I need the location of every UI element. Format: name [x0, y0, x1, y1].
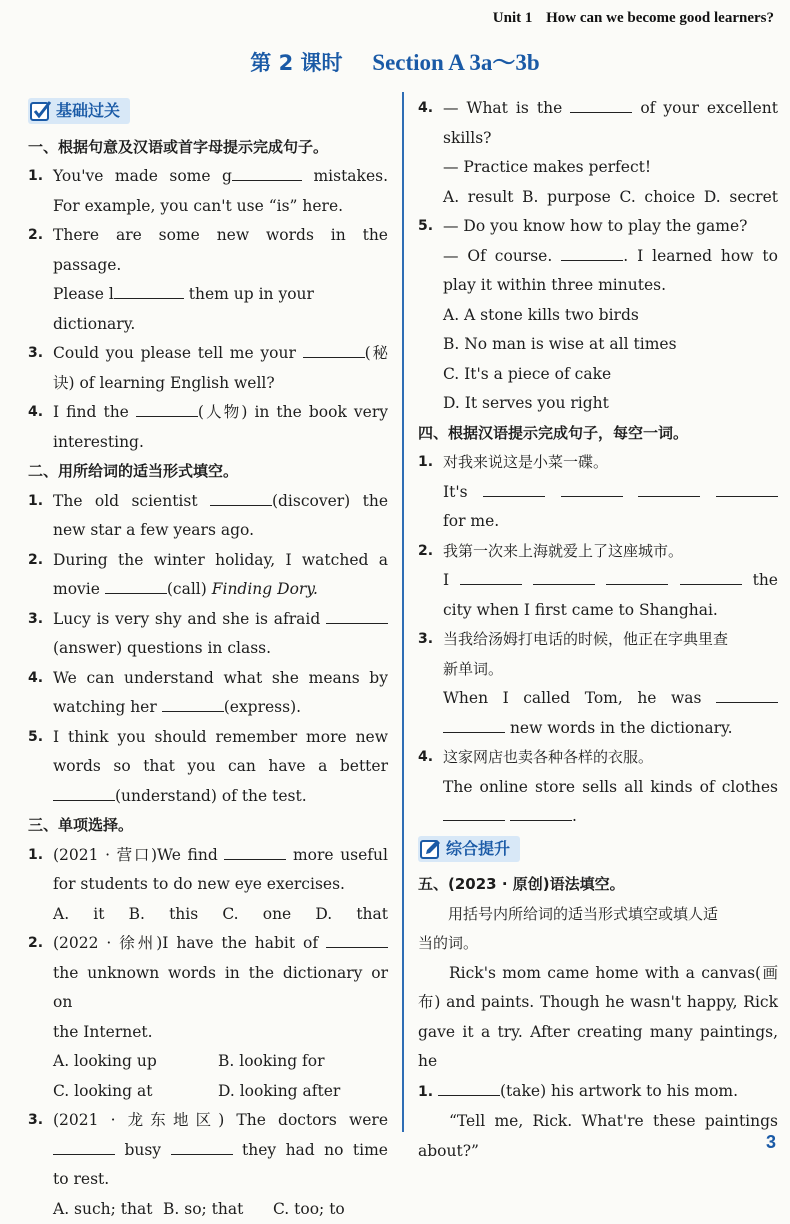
options-row [53, 900, 388, 930]
option[interactable]: A. such; that [53, 1195, 163, 1224]
question-text: — Practice makes perfect! [443, 158, 651, 176]
question-text: 诀) of learning English well? [53, 374, 275, 392]
question-text: Please l [53, 285, 114, 303]
badge-label: 基础过关 [56, 96, 120, 126]
question [28, 221, 388, 339]
answer-blank[interactable] [326, 605, 388, 624]
options-row [53, 1047, 388, 1077]
question-number: 1. [28, 162, 43, 192]
question [28, 723, 388, 812]
answer-blank[interactable] [716, 478, 778, 497]
option[interactable]: B. No man is wise at all times [443, 330, 778, 360]
answer-blank[interactable] [460, 566, 522, 585]
question-number: 5. [28, 723, 43, 753]
question-text: — Of course. [443, 247, 552, 265]
question-text: they had no time [242, 1141, 388, 1159]
unit-label: Unit 1 [493, 10, 533, 26]
movie-title: Finding Dory. [212, 580, 318, 598]
question-number: 3. [28, 605, 43, 635]
question [418, 448, 778, 537]
question-text: (2022 · 徐州)I have the habit of [53, 934, 318, 952]
section-label: Section A 3a～3b [372, 50, 539, 75]
question-number: 4. [28, 398, 43, 428]
question-number: 1. [418, 448, 433, 478]
question-text: city when I first came to Shanghai. [443, 601, 718, 619]
passage-text: about?” [418, 1137, 778, 1167]
option[interactable]: A. looking up [53, 1047, 218, 1077]
answer-blank[interactable] [136, 398, 198, 417]
question [418, 537, 778, 626]
option[interactable]: B. looking for [218, 1052, 325, 1070]
question-text: movie [53, 580, 100, 598]
answer-blank[interactable] [443, 802, 505, 821]
question-text: the Internet. [53, 1023, 153, 1041]
badge-label: 综合提升 [446, 834, 510, 864]
question-text: You've made some g [53, 167, 232, 185]
question [28, 929, 388, 1106]
instruction-text: 当的词。 [418, 929, 778, 959]
question-text: new words in the dictionary. [510, 719, 733, 737]
answer-blank[interactable] [533, 566, 595, 585]
question-text: Could you please tell me your [53, 344, 296, 362]
question-text: watching her [53, 698, 157, 716]
question [28, 398, 388, 457]
option[interactable]: C. choice [620, 188, 696, 206]
option[interactable]: B. purpose [522, 188, 611, 206]
question [28, 664, 388, 723]
question-text: the unknown words in the dictionary or on [53, 964, 388, 1012]
answer-blank[interactable] [232, 162, 302, 181]
answer-blank[interactable] [510, 802, 572, 821]
question-text: — What is the [443, 99, 562, 117]
section-heading: 一、根据句意及汉语或首字母提示完成句子。 [28, 133, 388, 163]
question-text: (discover) the [272, 492, 388, 510]
page-number: 3 [766, 1132, 776, 1153]
question-text: I [443, 571, 449, 589]
question [418, 212, 778, 419]
instruction-text: 用括号内所给词的适当形式填空或填人适 [418, 900, 778, 930]
basic-badge [28, 98, 130, 124]
question-text: busy [124, 1141, 161, 1159]
question-text: Lucy is very shy and she is afraid [53, 610, 320, 628]
option[interactable]: C. one [222, 905, 291, 923]
answer-blank[interactable] [162, 693, 224, 712]
question-text: interesting. [53, 433, 144, 451]
question [28, 546, 388, 605]
left-column [28, 94, 388, 1224]
question-text: to rest. [53, 1170, 109, 1188]
question-text: the [753, 571, 778, 589]
answer-blank[interactable] [638, 478, 700, 497]
question [28, 162, 388, 221]
pencil-icon [420, 838, 442, 860]
answer-blank[interactable] [53, 782, 115, 801]
question-number: 1. [28, 487, 43, 517]
question-number: 3. [418, 625, 433, 655]
section-heading: 二、用所给词的适当形式填空。 [28, 457, 388, 487]
question-text: (2021 · 营口)We find [53, 846, 218, 864]
question-text: for me. [443, 512, 499, 530]
option[interactable]: C. looking at [53, 1077, 218, 1107]
question-number: 1. [418, 1084, 433, 1100]
question-text: I think you should remember more new [53, 728, 388, 746]
question-number: 1. [28, 841, 43, 871]
answer-blank[interactable] [114, 280, 184, 299]
answer-blank[interactable] [210, 487, 272, 506]
answer-blank[interactable] [326, 929, 388, 948]
question-text: For example, you can't use “is” here. [53, 197, 343, 215]
option[interactable]: B. so; that [163, 1195, 273, 1224]
option[interactable]: A. it [53, 905, 104, 923]
passage-text: Rick's mom came home with a canvas(画 [418, 959, 778, 989]
option[interactable]: D. secret [704, 188, 778, 206]
option[interactable]: C. It's a piece of cake [443, 360, 778, 390]
option[interactable]: B. this [129, 905, 199, 923]
question-number: 3. [28, 1106, 43, 1136]
option[interactable]: D. It serves you right [443, 389, 778, 419]
question-text: words so that you can have a better [53, 757, 388, 775]
question-text: play it within three minutes. [443, 276, 666, 294]
question-number: 4. [418, 743, 433, 773]
answer-blank[interactable] [680, 566, 742, 585]
running-header [493, 10, 774, 27]
question-text: of your excellent [640, 99, 778, 117]
question-text: (answer) questions in class. [53, 639, 271, 657]
answer-blank[interactable] [570, 94, 632, 113]
passage-text: gave it a try. After creating many paintings, he [418, 1018, 778, 1077]
section-heading: 五、(2023 · 原创)语法填空。 [418, 870, 778, 900]
answer-blank[interactable] [606, 566, 668, 585]
answer-blank[interactable] [483, 478, 545, 497]
question [418, 743, 778, 832]
options-row [53, 1077, 388, 1107]
question-text: The online store sells all kinds of clothes [443, 778, 778, 796]
advanced-badge [418, 836, 520, 862]
question-text: (秘 [365, 344, 388, 362]
option[interactable]: D. that [315, 905, 388, 923]
question [28, 605, 388, 664]
chinese-prompt: 我第一次来上海就爱上了这座城市。 [443, 537, 778, 567]
checkbox-icon [30, 100, 52, 122]
option[interactable]: D. looking after [218, 1082, 340, 1100]
question-text: mistakes. [313, 167, 388, 185]
chinese-prompt: 当我给汤姆打电话的时候，他正在字典里查 [443, 625, 778, 655]
question [418, 625, 778, 743]
question-number: 2. [28, 221, 43, 251]
section-heading: 四、根据汉语提示完成句子，每空一词。 [418, 419, 778, 449]
question-text: There are some new words in the passage. [53, 226, 388, 274]
question-number: 2. [28, 546, 43, 576]
answer-blank[interactable] [561, 242, 623, 261]
question-text: more useful [293, 846, 388, 864]
answer-blank[interactable] [561, 478, 623, 497]
answer-blank[interactable] [438, 1077, 500, 1096]
passage-text: “Tell me, Rick. What're these paintings [418, 1107, 778, 1137]
question-number: 2. [418, 537, 433, 567]
answer-blank[interactable] [224, 841, 286, 860]
question [28, 1106, 388, 1224]
chinese-prompt: 对我来说这是小菜一碟。 [443, 448, 778, 478]
answer-blank[interactable] [716, 684, 778, 703]
question [28, 487, 388, 546]
question-text: We can understand what she means by [53, 669, 388, 687]
question-text: When I called Tom, he was [443, 689, 701, 707]
answer-blank[interactable] [303, 339, 365, 358]
question-text: them up in your dictionary. [53, 285, 314, 333]
question-text: (call) [167, 580, 207, 598]
chinese-prompt: 这家网店也卖各种各样的衣服。 [443, 743, 778, 773]
column-divider [402, 92, 404, 1132]
right-column [418, 94, 778, 1166]
question-text: During the winter holiday, I watched a [53, 551, 388, 569]
question-text: (人物) in the book very [198, 403, 388, 421]
question-text: . [572, 807, 577, 825]
question-text: (express). [224, 698, 301, 716]
option[interactable]: C. too; to [273, 1200, 345, 1218]
question-number: 3. [28, 339, 43, 369]
question-text: skills? [443, 129, 491, 147]
question-text: It's [443, 483, 468, 501]
question-text: The old scientist [53, 492, 198, 510]
question-text: (2021 · 龙东地区) The doctors were [53, 1111, 388, 1129]
lesson-number: 第 2 课时 [250, 51, 342, 75]
answer-blank[interactable] [443, 714, 505, 733]
question-number: 5. [418, 212, 433, 242]
question-text: I find the [53, 403, 129, 421]
options-row [443, 183, 778, 213]
question-number: 2. [28, 929, 43, 959]
question-text: for students to do new eye exercises. [53, 875, 345, 893]
answer-blank[interactable] [171, 1136, 233, 1155]
page-title [0, 44, 790, 77]
question-text: . I learned how to [623, 247, 778, 265]
unit-question: How can we become good learners? [546, 10, 774, 26]
question-text: — Do you know how to play the game? [443, 217, 747, 235]
section-heading: 三、单项选择。 [28, 811, 388, 841]
option[interactable]: A. result [443, 188, 514, 206]
passage-text: 布) and paints. Though he wasn't happy, Rick [418, 988, 778, 1018]
question [28, 339, 388, 398]
question-number: 4. [28, 664, 43, 694]
question-number: 4. [418, 94, 433, 124]
question-text: new star a few years ago. [53, 521, 254, 539]
chinese-prompt: 新单词。 [443, 655, 778, 685]
answer-blank[interactable] [53, 1136, 115, 1155]
passage-text: (take) his artwork to his mom. [500, 1082, 738, 1100]
answer-blank[interactable] [105, 575, 167, 594]
options-row [53, 1195, 388, 1224]
question [28, 841, 388, 930]
question [418, 94, 778, 212]
question-text: (understand) of the test. [115, 787, 307, 805]
option[interactable]: A. A stone kills two birds [443, 301, 778, 331]
